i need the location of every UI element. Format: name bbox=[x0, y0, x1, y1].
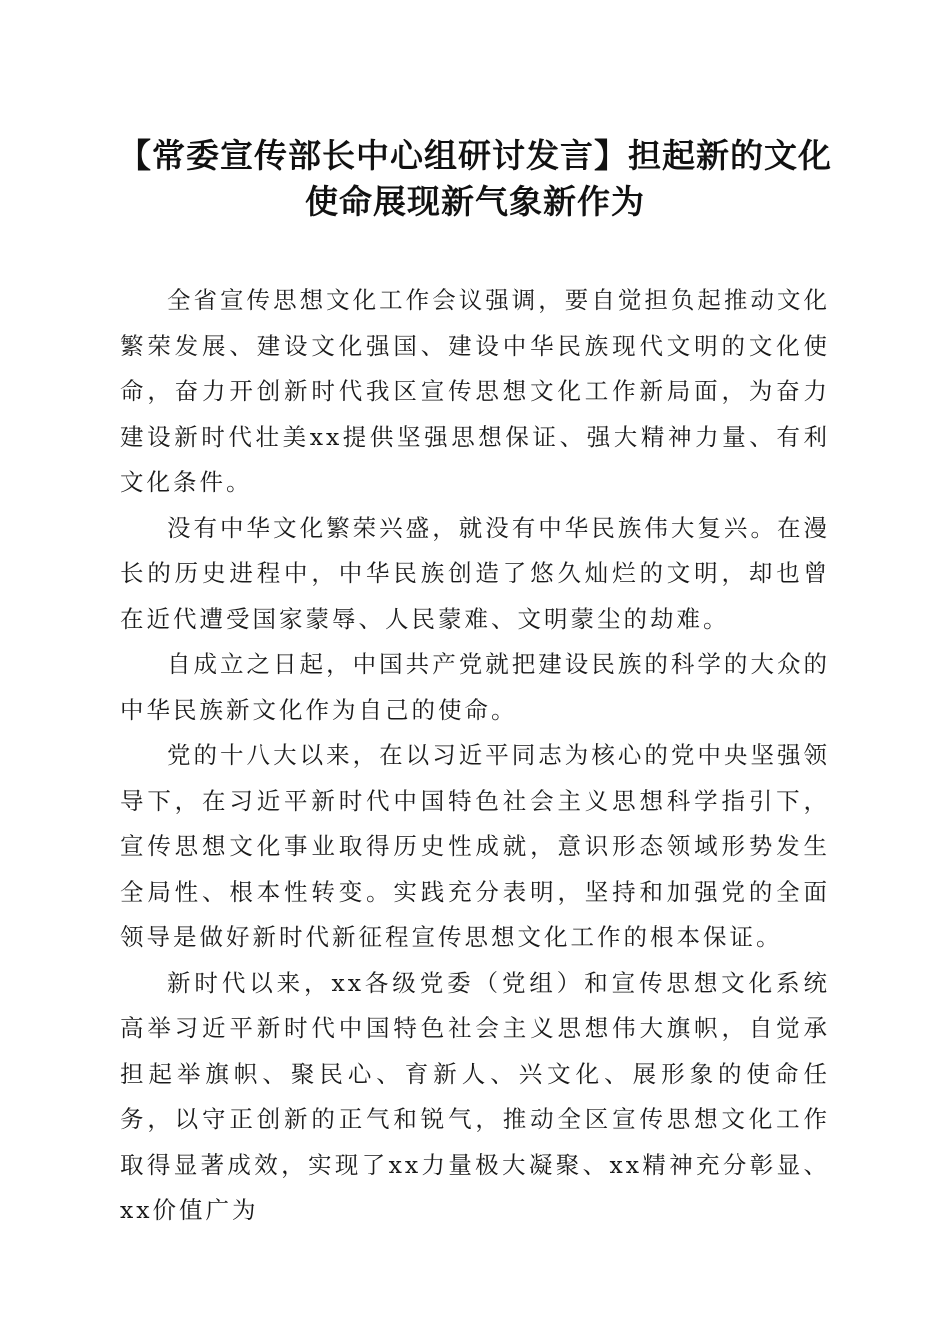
document-title: 【常委宣传部长中心组研讨发言】担起新的文化使命展现新气象新作为 bbox=[118, 136, 832, 221]
paragraph-1: 全省宣传思想文化工作会议强调，要自觉担负起推动文化繁荣发展、建设文化强国、建设中华民族现代文明的文化使命，奋力开创新时代我区宣传思想文化工作新局面，为奋力建设新时代壮美xx提供坚强思想保证、强大精神力量、有利文化条件。 bbox=[120, 286, 830, 496]
paragraph-2: 没有中华文化繁荣兴盛，就没有中华民族伟大复兴。在漫长的历史进程中，中华民族创造了悠久灿烂的文明，却也曾在近代遭受国家蒙辱、人民蒙难、文明蒙尘的劫难。 bbox=[120, 513, 830, 633]
paragraph-4: 党的十八大以来，在以习近平同志为核心的党中央坚强领导下，在习近平新时代中国特色社会主义思想科学指引下，宣传思想文化事业取得历史性成就，意识形态领域形势发生全局性、根本性转变。实践充分表明，坚持和加强党的全面领导是做好新时代新征程宣传思想文化工作的根本保证。 bbox=[120, 741, 830, 951]
paragraph-3: 自成立之日起，中国共产党就把建设民族的科学的大众的中华民族新文化作为自己的使命。 bbox=[120, 650, 830, 724]
paragraph-5: 新时代以来，xx各级党委（党组）和宣传思想文化系统高举习近平新时代中国特色社会主义思想伟大旗帜，自觉承担起举旗帜、聚民心、育新人、兴文化、展形象的使命任务，以守正创新的正气和锐气，推动全区宣传思想文化工作取得显著成效，实现了xx力量极大凝聚、xx精神充分彰显、xx价值广为 bbox=[120, 968, 830, 1224]
document-body bbox=[120, 278, 830, 1234]
